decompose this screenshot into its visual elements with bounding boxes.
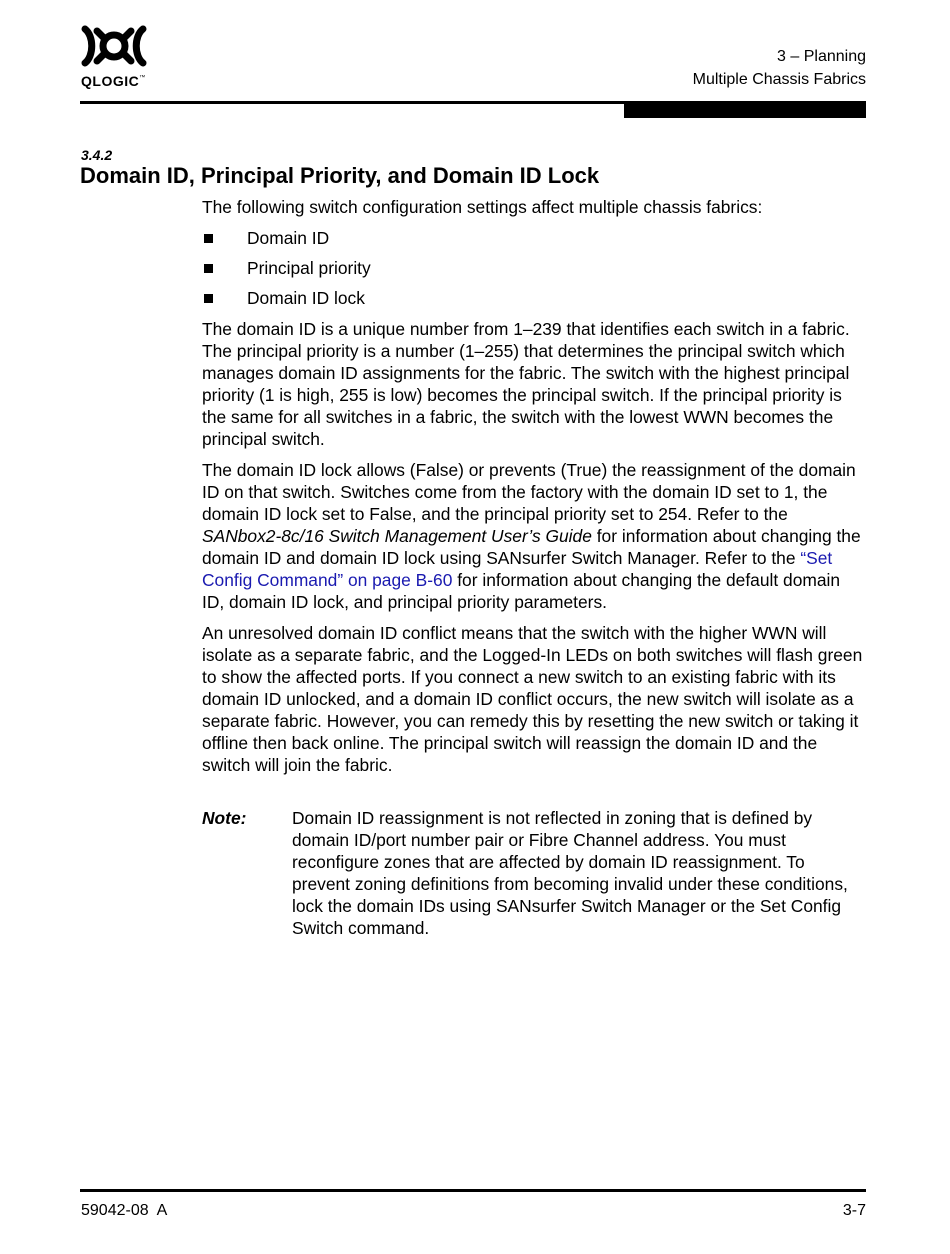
- set-config-command-link[interactable]: “Set Config Command” on page B-60: [202, 548, 833, 590]
- body-text: [202, 196, 866, 785]
- header-tab-bar: [624, 104, 866, 118]
- logo-wordmark: QLOGIC™: [81, 73, 146, 89]
- intro-paragraph: The following switch configuration settings affect multiple chassis fabrics:: [202, 197, 763, 217]
- list-item: Domain ID: [202, 227, 866, 249]
- footer-rule: [80, 1189, 866, 1192]
- note-label: Note:: [202, 808, 247, 828]
- document-number: 59042-08 A: [81, 1202, 168, 1219]
- bullet-square-icon: [204, 294, 213, 303]
- running-header: [693, 45, 866, 91]
- section-number: 3.4.2: [81, 147, 113, 163]
- note-text: Domain ID reassignment is not reflected in zoning that is defined by domain ID/port number pair or Fibre Channel address. You must reconfigure zones that are affected by domain ID reassignment. To prevent zoning definitions from becoming invalid under these conditions, lock the domain IDs using SANsurfer Switch Manager or the Set Config Switch command.: [292, 808, 848, 938]
- bullet-square-icon: [204, 264, 213, 273]
- note-block: [202, 807, 866, 939]
- paragraph-domain-id: The domain ID is a unique number from 1–239 that identifies each switch in a fabric. The principal priority is a number (1–255) that determines the principal switch which manages domain ID assignments for the fabric. The switch with the highest principal priority (1 is high, 255 is low) becomes the principal switch. If the principal priority is the same for all switches in a fabric, the switch with the lowest WWN becomes the principal switch.: [202, 319, 850, 449]
- paragraph-domain-id-lock: The domain ID lock allows (False) or prevents (True) the reassignment of the domain ID on that switch. Switches come from the factory with the domain ID set to 1, the domain ID lock set to False, and the principal priority set to 254. Refer to the SANbox2-8c/16 Switch Management User’s Guide for information about changing the domain ID and domain ID lock using SANsurfer Switch Manager. Refer to the “Set Config Command” on page B-60 for information about changing the default domain ID, domain ID lock, and principal priority parameters.: [202, 460, 861, 612]
- section-title: Domain ID, Principal Priority, and Domain ID Lock: [80, 163, 600, 188]
- section-header-title: Multiple Chassis Fabrics: [692, 71, 866, 88]
- paragraph-domain-id-conflict: An unresolved domain ID conflict means that the switch with the higher WWN will isolate as a separate fabric, and the Logged-In LEDs on both switches will flash green to show the affected ports. If you connect a new switch to an existing fabric with its domain ID unlocked, and a domain ID conflict occurs, the new switch will isolate as a separate fabric. However, you can remedy this by resetting the new switch or taking it offline then back online. The principal switch will reassign the domain ID and the switch will join the fabric.: [202, 623, 863, 775]
- guide-title: SANbox2-8c/16 Switch Management User’s Guide: [202, 526, 592, 546]
- chapter-title: 3 – Planning: [777, 48, 866, 65]
- trademark-symbol: ™: [139, 75, 146, 81]
- list-item: Principal priority: [202, 257, 866, 279]
- qlogic-logo-icon: [80, 24, 148, 68]
- settings-list: [202, 227, 866, 309]
- list-item: Domain ID lock: [202, 287, 866, 309]
- page-number: 3-7: [842, 1202, 866, 1219]
- qlogic-logo: [80, 24, 152, 92]
- bullet-square-icon: [204, 234, 213, 243]
